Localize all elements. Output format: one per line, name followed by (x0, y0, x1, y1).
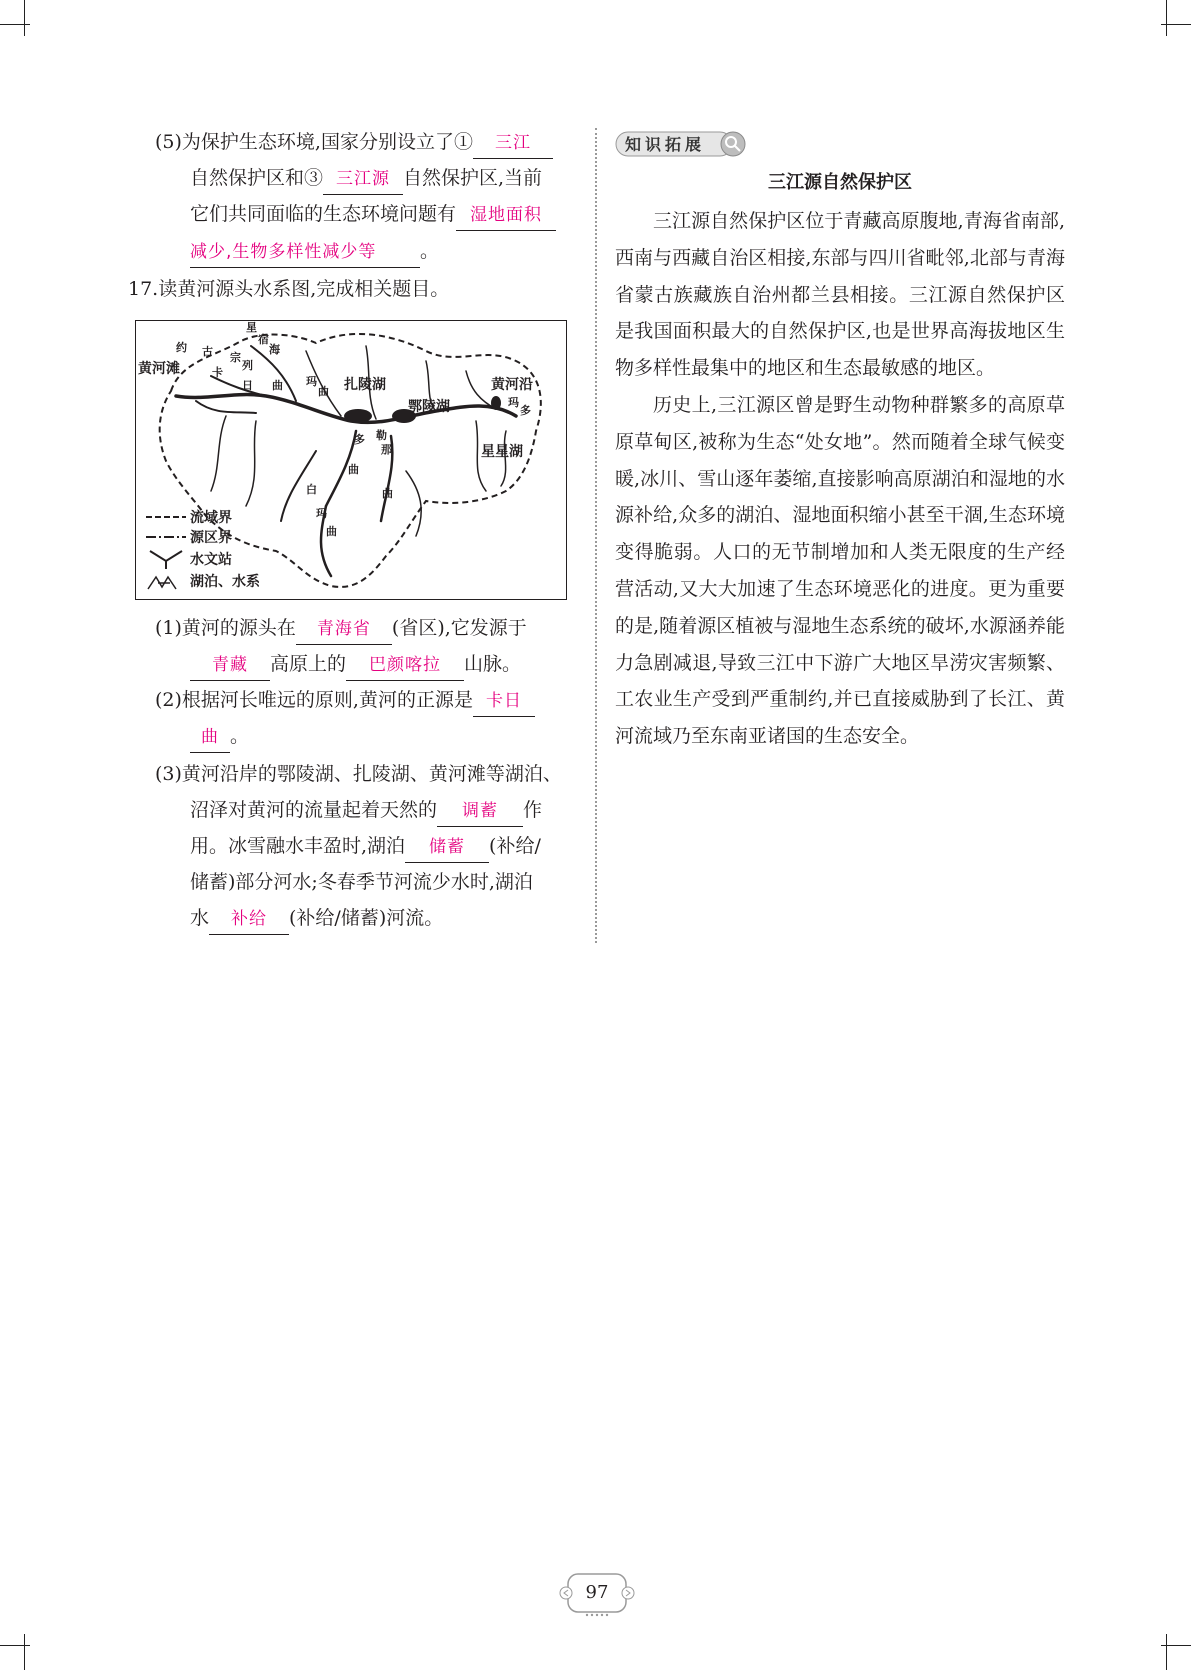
legend-lakes-rivers: 湖泊、水系 (190, 574, 260, 590)
label-ma: 玛 (306, 375, 317, 388)
article-paragraph: 三江源自然保护区位于青藏高原腹地,青海省南部,西南与西藏自治区相接,东部与四川省毗邻,北部与青海省蒙古族藏族自治州都兰县相接。三江源自然保护区是我国面积最大的自然保护区,也是世界高海拔地区生物多样性最集中的地区和生态最敏感的地区。 (615, 210, 1065, 380)
answer-blank[interactable]: 补给 (209, 904, 289, 935)
answer-blank[interactable]: 卡日 (473, 686, 535, 717)
label-duo: 多 (520, 404, 531, 417)
column-divider (595, 128, 597, 943)
label-huangheyan: 黄河沿 (491, 377, 533, 393)
legend-hydro-station: 水文站 (190, 552, 232, 568)
legend-basin-boundary: 流域界 (190, 510, 232, 526)
crop-mark (1161, 24, 1191, 25)
river-kari (211, 376, 266, 396)
label-hai: 海 (269, 343, 280, 356)
lake-river-icon (148, 577, 176, 589)
question-17-stem: 17.读黄河源头水系图,完成相关题目。 (128, 278, 450, 300)
answer-blank[interactable]: 湿地面积 (456, 200, 556, 231)
label-yue: 约 (176, 341, 187, 354)
q17-2-line1: (2)根据河长唯远的原则,黄河的正源是 卡日 (155, 682, 535, 718)
crop-mark (1166, 1634, 1167, 1670)
label-ma: 玛 (508, 396, 519, 409)
page-number-badge (558, 1572, 636, 1618)
label-qu: 曲 (348, 463, 359, 476)
crop-mark (0, 24, 30, 25)
label-qu: 曲 (382, 487, 393, 500)
article-title: 三江源自然保护区 (768, 172, 912, 193)
label-qu: 曲 (326, 525, 337, 538)
label-ka: 卡 (212, 366, 223, 379)
q17-3-line4: 储蓄)部分河水;冬春季节河流少水时,湖泊 (190, 871, 533, 893)
q16-5-line3: 它们共同面临的生态环境问题有 湿地面积 (190, 196, 556, 232)
label-xing: 星 (246, 321, 257, 334)
crop-mark (24, 0, 25, 36)
q17-1-line1: (1)黄河的源头在 青海省 (省区),它发源于 (155, 610, 527, 646)
label-duo: 多 (354, 433, 365, 446)
label-zong: 宗 (230, 351, 241, 364)
q17-2-line2: 曲 。 (190, 718, 249, 754)
label-elinghu: 鄂陵湖 (408, 399, 450, 415)
crop-mark (1166, 0, 1167, 36)
river-yueguzong (196, 401, 256, 413)
label-xingxinghu: 星星湖 (481, 444, 523, 460)
badge-label: 知识拓展 (625, 135, 706, 154)
answer-blank[interactable]: 巴颜喀拉 (346, 650, 464, 681)
answer-blank[interactable]: 青海省 (296, 614, 392, 645)
q17-3-line1: (3)黄河沿岸的鄂陵湖、扎陵湖、黄河滩等湖泊、 (155, 763, 562, 785)
label-qu: 曲 (318, 385, 329, 398)
label-zhalinghu: 扎陵湖 (344, 377, 386, 393)
label-gu: 古 (202, 345, 213, 358)
crop-mark (0, 1645, 30, 1646)
label-na: 那 (381, 443, 392, 456)
knowledge-extension-badge (615, 129, 751, 159)
label-le: 勒 (376, 429, 387, 442)
article-body (615, 203, 1065, 755)
river-west1 (211, 416, 226, 491)
page-number: 97 (585, 1582, 609, 1603)
answer-blank[interactable]: 三江 (473, 128, 553, 159)
label-ri: 日 (242, 379, 253, 392)
answer-blank[interactable]: 青藏 (190, 650, 270, 681)
lake-xingxing (491, 396, 501, 410)
q16-5-line2: 自然保护区和③ 三江源 自然保护区,当前 (190, 160, 542, 196)
lake-zhaling (344, 409, 372, 423)
label-bai: 白 (306, 483, 317, 496)
label-lie: 列 (242, 359, 253, 372)
article-paragraph: 历史上,三江源区曾是野生动物种群繁多的高原草原草甸区,被称为生态“处女地”。然而随着全球气候变暖,冰川、雪山逐年萎缩,直接影响高原湖泊和湿地的水源补给,众多的湖泊、湿地面积缩小甚至干涸,生态环境变得脆弱。人口的无节制增加和人类无限度的生产经营活动,又大大加速了生态环境恶化的进度。更为重要的是,随着源区植被与湿地生态系统的破坏,水源涵养能力急剧减退,导致三江中下游广大地区旱涝灾害频繁、工农业生产受到严重制约,并已直接威胁到了长江、黄河流域乃至东南亚诸国的生态安全。 (615, 393, 1065, 748)
label-su: 宿 (258, 333, 269, 346)
answer-blank[interactable]: 三江源 (323, 164, 403, 195)
q17-3-line3: 用。冰雪融水丰盈时,湖泊 储蓄 (补给/ (190, 828, 541, 864)
crop-mark (24, 1634, 25, 1670)
answer-blank[interactable]: 调蓄 (437, 796, 523, 827)
q17-1-line2: 青藏 高原上的 巴颜喀拉 山脉。 (190, 646, 521, 682)
river-west2 (246, 421, 256, 506)
label-ma: 玛 (316, 507, 327, 520)
q16-5-line4: 减少,生物多样性减少等 。 (190, 233, 439, 269)
answer-blank[interactable]: 减少,生物多样性减少等 (190, 237, 420, 268)
crop-mark (1161, 1645, 1191, 1646)
answer-blank[interactable]: 储蓄 (405, 832, 489, 863)
label-huanghetan: 黄河滩 (138, 361, 180, 377)
q17-3-line5: 水 补给 (补给/储蓄)河流。 (190, 900, 443, 936)
label-qu: 曲 (272, 379, 283, 392)
q17-3-line2: 沼泽对黄河的流量起着天然的 调蓄 作 (190, 792, 542, 828)
hydro-station-icon (150, 551, 182, 569)
q16-5-line1: (5)为保护生态环境,国家分别设立了① 三江 (155, 124, 553, 160)
answer-blank[interactable]: 曲 (190, 722, 230, 753)
legend-source-boundary: 源区界 (190, 530, 232, 546)
yellow-river-source-map (135, 320, 567, 600)
map-legend (146, 509, 260, 590)
map-drawing (136, 321, 566, 599)
